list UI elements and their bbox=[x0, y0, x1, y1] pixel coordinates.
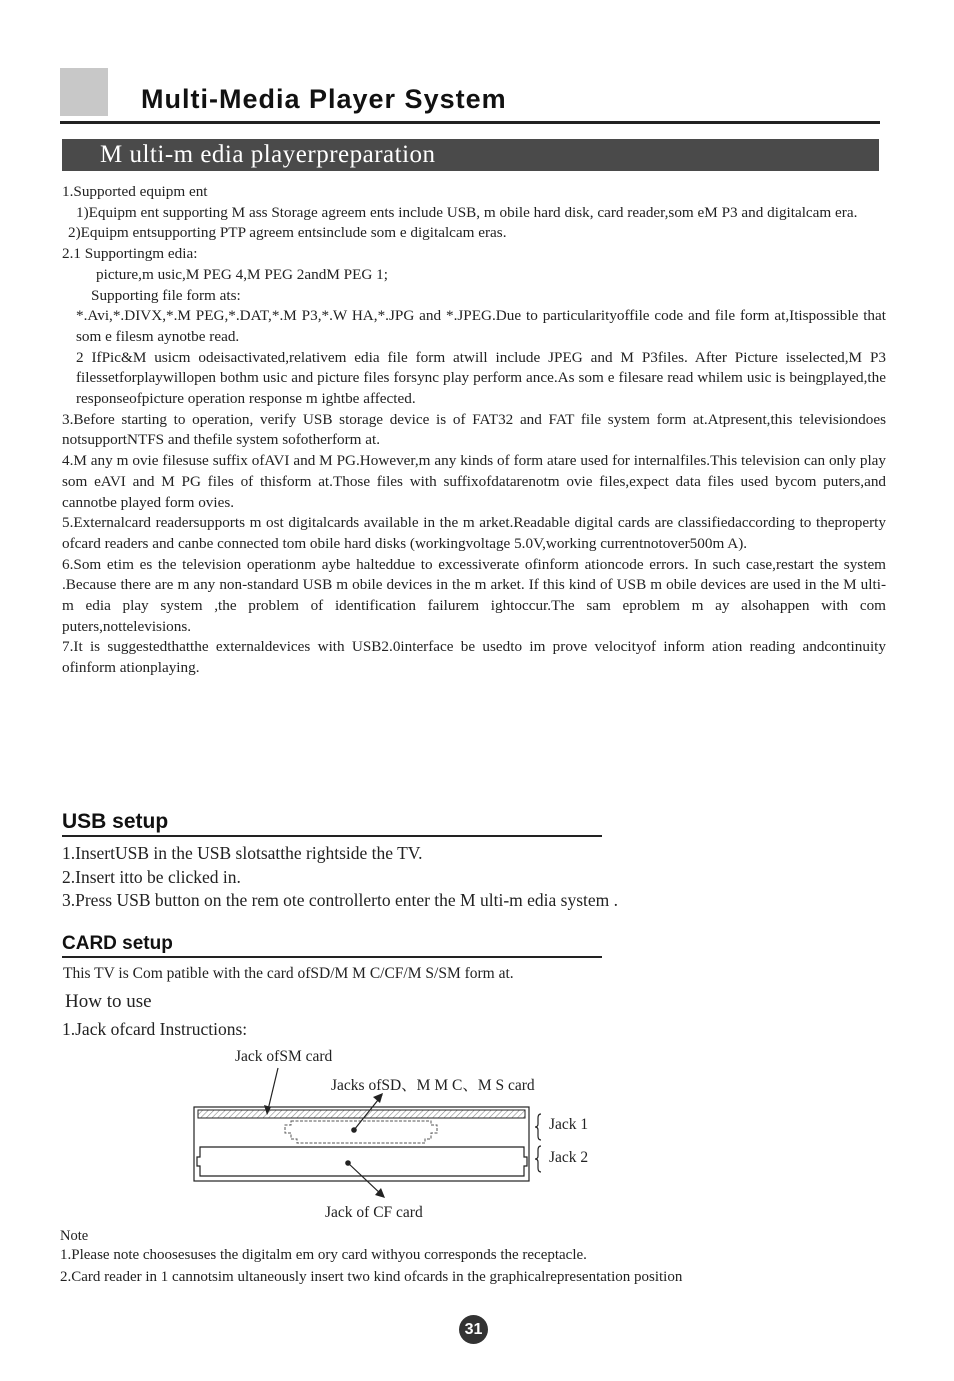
jack2-brace-icon bbox=[535, 1146, 541, 1172]
intro-paragraph: 6.Som etim es the television operationm aybe halteddue to excessiverate ofinform ationcode errors. In such case,restart the system .Because there are m any non-standard USB m obile devices in the m arket. If this kind of USB m obile devices are used in the M ulti-m edia play system ,the problem of identification failurem ightoccur.The sam eproblem m ay alsohappen with com puters,nottelevisions. bbox=[62, 555, 886, 635]
intro-paragraph: 2.1 Supportingm edia: bbox=[62, 245, 198, 263]
jack1-brace-icon bbox=[535, 1114, 541, 1140]
page-number-badge: 31 bbox=[459, 1315, 488, 1344]
usb-setup-heading: USB setup bbox=[62, 810, 169, 833]
sd-mmc-ms-card-label: Jacks ofSD、M M C、M S card bbox=[331, 1077, 535, 1094]
usb-setup-steps bbox=[62, 842, 618, 913]
sd-point-icon bbox=[351, 1127, 357, 1133]
how-to-use-heading: How to use bbox=[65, 991, 152, 1012]
section-banner-title: M ulti-m edia playerpreparation bbox=[100, 141, 436, 168]
note-heading: Note bbox=[60, 1228, 89, 1244]
card-reader-diagram bbox=[180, 1046, 640, 1236]
jack1-label: Jack 1 bbox=[549, 1116, 589, 1133]
intro-paragraph: Supporting file form ats: bbox=[91, 286, 241, 304]
intro-paragraph: 2 IfPic&M usicm odeisactivated,relativem edia file form atwill include JPEG and M P3files. After Picture isselected,M P3 filessetforplaywillopen bothm usic and picture files forsync play perform ance.As som e filesare read whilem usic is beingplayed,the responseofpicture operation response m ightbe affected. bbox=[76, 348, 886, 408]
usb-setup-rule bbox=[62, 835, 602, 837]
page-title: Multi-Media Player System bbox=[141, 84, 507, 114]
usb-step: 2.Insert itto be clicked in. bbox=[62, 866, 241, 887]
intro-paragraph: picture,m usic,M PEG 4,M PEG 2andM PEG 1; bbox=[96, 265, 388, 283]
header-grey-box bbox=[60, 68, 108, 116]
intro-paragraph: 3.Before starting to operation, verify USB storage device is of FAT32 and FAT file system form at.Atpresent,this televisiondoes notsupportNTFS and thefile system sofotherform at. bbox=[62, 410, 886, 449]
section-banner bbox=[62, 139, 879, 171]
usb-step: 1.InsertUSB in the USB slotsatthe rightside the TV. bbox=[62, 843, 423, 863]
title-rule bbox=[60, 121, 880, 124]
jack-instructions-heading: 1.Jack ofcard Instructions: bbox=[62, 1019, 248, 1039]
jack2-label: Jack 2 bbox=[549, 1149, 589, 1166]
note-line: 1.Please note choosesuses the digitalm em ory card withyou corresponds the receptacle. bbox=[60, 1247, 587, 1263]
usb-step: 3.Press USB button on the rem ote controllerto enter the M ulti-m edia system . bbox=[62, 890, 619, 910]
card-setup-rule bbox=[62, 956, 602, 958]
note-line: 2.Card reader in 1 cannotsim ultaneously insert two kind ofcards in the graphicalrepresentation position bbox=[60, 1269, 683, 1285]
intro-paragraph: 5.Externalcard readersupports m ost digitalcards available in the m arket.Readable digital cards are classifiedaccording to theproperty ofcard readers and canbe connected tom obile hard disks (workingvoltage 5.0V,working currentnotover500m A). bbox=[62, 514, 886, 552]
sm-slot bbox=[198, 1110, 525, 1118]
card-compat-text: This TV is Com patible with the card ofSD/M M C/CF/M S/SM form at. bbox=[63, 965, 514, 982]
intro-paragraph: 1)Equipm ent supporting M ass Storage agreem ents include USB, m obile hard disk, card reader,som eM P3 and digitalcam era. bbox=[76, 203, 858, 221]
cf-point-icon bbox=[345, 1160, 351, 1166]
sm-card-label: Jack ofSM card bbox=[235, 1048, 333, 1065]
intro-text bbox=[62, 182, 886, 679]
intro-paragraph: 1.Supported equipm ent bbox=[62, 183, 208, 200]
cf-slot bbox=[197, 1147, 527, 1176]
card-setup-heading: CARD setup bbox=[62, 933, 173, 954]
sd-arrow-icon bbox=[373, 1093, 383, 1103]
cf-card-label: Jack of CF card bbox=[325, 1204, 423, 1221]
intro-paragraph: 7.It is suggestedthatthe externaldevices with USB2.0interface be usedto im prove velocityof inform ation reading andcontinuity ofinform ationplaying. bbox=[62, 638, 886, 677]
intro-paragraph: 4.M any m ovie filesuse suffix ofAVI and M PG.However,m any kinds of form atare used for internalfiles.This television can only play som eAVI and M PG files of thisform at.Those files with suffixofdatarenotm ovie files,expect data files used bycom puters,and cannotbe played form ovies. bbox=[62, 452, 886, 511]
intro-paragraph: 2)Equipm entsupporting PTP agreem entsinclude som e digitalcam eras. bbox=[68, 224, 507, 242]
intro-paragraph: *.Avi,*.DIVX,*.M PEG,*.DAT,*.M P3,*.W HA,*.JPG and *.JPEG.Due to particularityoffile code and file form at,Itispossible that som e filesm aynotbe read. bbox=[76, 307, 886, 345]
